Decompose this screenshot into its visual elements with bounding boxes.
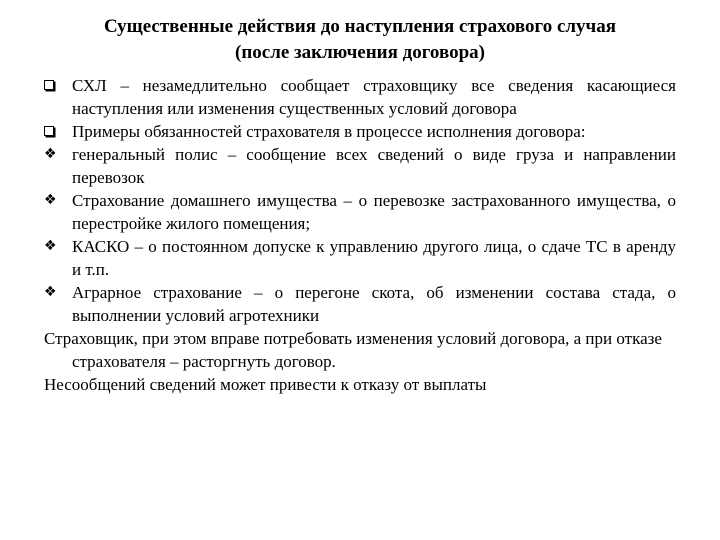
- list-item: [44, 189, 676, 235]
- list-item: [44, 281, 676, 327]
- paragraph-non-disclosure: Несообщений сведений может привести к отказу от выплаты: [44, 375, 487, 394]
- list-item: [44, 143, 676, 189]
- list-item-text: генеральный полис – сообщение всех сведений о виде груза и направлении перевозок: [72, 145, 676, 187]
- list-item: [44, 120, 676, 143]
- title-line-1: Существенные действия до наступления страхового случая: [103, 16, 617, 37]
- list-item-text: СХЛ – незамедлительно сообщает страховщику все сведения касающиеся наступления или изменения существенных условий договора: [72, 76, 676, 118]
- list-item-text: Страхование домашнего имущества – о перевозке застрахованного имущества, о перестройке жилого помещения;: [72, 191, 676, 233]
- list-item-text: Аграрное страхование – о перегоне скота, об изменении состава стада, о выполнении условий агротехники: [72, 283, 676, 325]
- slide-body: [44, 74, 676, 396]
- diamond-bullet-icon: ❖: [44, 146, 57, 162]
- title-line-2: (после заключения договора): [235, 42, 485, 63]
- paragraph-insurer-rights: Страховщик, при этом вправе потребовать изменения условий договора, а при отказе страхователя – расторгнуть договор.: [44, 329, 662, 371]
- list-item: [44, 74, 676, 120]
- list-item: [44, 235, 676, 281]
- square-bullet-icon: [44, 74, 64, 97]
- diamond-bullet-icon: ❖: [44, 238, 57, 254]
- list-item-text: КАСКО – о постоянном допуске к управлению другого лица, о сдаче ТС в аренду и т.п.: [72, 237, 676, 279]
- diamond-bullet-icon: ❖: [44, 192, 57, 208]
- diamond-bullet-icon: ❖: [44, 284, 57, 300]
- list-item-text: Примеры обязанностей страхователя в процессе исполнения договора:: [72, 122, 586, 141]
- square-bullet-icon: [44, 120, 64, 143]
- slide-title: [44, 14, 676, 66]
